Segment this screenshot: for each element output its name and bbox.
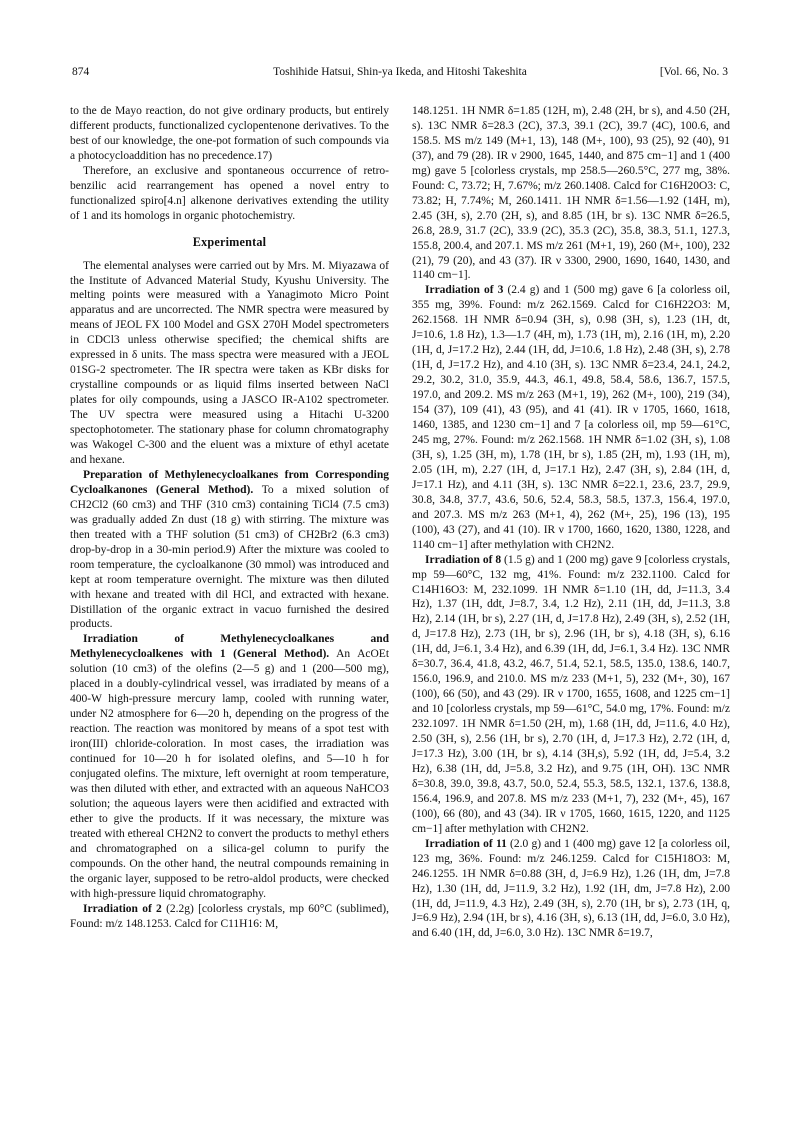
run-in-heading: Irradiation of 3 [425, 284, 504, 297]
section-heading-experimental: Experimental [192, 234, 267, 249]
paragraph-body: (2.0 g) and 1 (400 mg) gave 12 [a colorless oil, 123 mg, 36%. Found: m/z 246.1259. Calcd for C15H18O3: M, 246.1255. 1H NMR δ=0.88 (3H, d, J=6.9 Hz), 1.26 (1H, dm, J=7.8 Hz), 1.30 (1H, dd, J=11.9, 3.2 Hz), 1.92 (1H, dm, J=7.8 Hz), 2.00 (1H, dd, J=11.9, 4.3 Hz), 2.49 (3H, s), 2.70 (1H, br s), 2.73 (1H, q, J=6.9 Hz), 2.94 (1H, br s), 4.16 (3H, s), 6.13 (1H, dd, J=6.0, 3.0 Hz), and 6.40 (1H, dd, J=6.0, 3.0 Hz). 13C NMR δ=19.7, [412, 837, 731, 940]
running-authors: Toshihide Hatsui, Shin-ya Ikeda, and Hitoshi Takeshita [273, 66, 527, 78]
paragraph [70, 902, 389, 932]
paragraph-body: An AcOEt solution (10 cm3) of the olefins (2—5 g) and 1 (200—500 mg), placed in a doubly-cylindrical vessel, was irradiated by means of a 400-W high-pressure mercury lamp, cooled with running water, under N2 atmosphere for 6—20 h, depending on the progress of the reaction. The reaction was monitored by means of a spot test with iron(III) chloride-coloration. In most cases, the irradiation was continued for 10—20 h for isolated olefins, and 5—10 h for conjugated olefins. The mixture, left overnight at room temperature, was then diluted with ether, and extracted with an aqueous NaHCO3 solution; the aqueous layers were then acidified and extracted with ether to give the products. If it was necessary, the mixture was treated with ethereal CH2N2 to convert the products to methyl ethers and chromatographed on a silica-gel column to purify the compounds. On the other hand, the neutral compounds remaining in the organic layer, supposed to be retro-aldol products, were checked with high-pressure liquid chromatography. [70, 648, 390, 900]
left-column [70, 104, 389, 931]
paragraph: Therefore, an exclusive and spontaneous occurrence of retro-benzilic acid rearrangement has opened a novel entry to functionalized spiro[4.n] alkenone derivatives extending the utility of 1 and its homologs in organic photochemistry. [70, 164, 389, 222]
paragraph: The elemental analyses were carried out by Mrs. M. Miyazawa of the Institute of Advanced Material Study, Kyushu University. The melting points were measured with a Yanagimoto Micro Point apparatus and are uncorrected. The NMR spectra were measured by means of JEOL FX 100 Model and GSX 270H Model spectrometers in CDCl3 unless otherwise specified; the chemical shifts are expressed in δ units. The mass spectra were measured with a JEOL 01SG-2 spectrometer. The IR spectra were taken as KBr disks for crystalline compounds or as liquid films inserted between NaCl plates for oily compounds, using a JASCO IR-A102 spectrometer. The UV spectra were measured using a Hitachi U-3200 spectophotometer. The stationary phase for column chromatography was Wakogel C-300 and the eluent was a mixture of ethyl acetate and hexane. [70, 259, 389, 466]
paragraph [412, 837, 730, 942]
paragraph-body: (2.4 g) and 1 (500 mg) gave 6 [a colorless oil, 355 mg, 39%. Found: m/z 262.1569. Calcd for C16H22O3: M, 262.1568. 1H NMR δ=0.94 (3H, s), 0.98 (3H, s), 1.23 (1H, dt, J=10.6, 1.8 Hz), 1.3—1.7 (4H, m), 1.73 (1H, m), 2.16 (1H, m), 2.20 (1H, d, J=17.2 Hz), 2.44 (1H, dd, J=10.6, 1.8 Hz), 2.48 (3H, s), 2.78 (1H, d, J=17.2 Hz), and 4.10 (3H, s). 13C NMR δ=23.4, 24.1, 24.2, 29.2, 30.2, 31.0, 35.9, 44.3, 46.1, 49.8, 58.4, 58.6, 136.7, 157.5, 197.0, and 209.2. MS m/z 263 (M+1, 19), 262 (M+, 100), 219 (34), 154 (37), 109 (41), 43 (95), and 41 (41). IR ν 1705, 1660, 1618, 1460, 1385, and 1230 cm−1] and 7 [a colorless oil, mp 59—61°C, 245 mg, 27%. Found: m/z 262.1568. 1H NMR δ=1.02 (3H, s), 1.08 (3H, s), 1.25 (3H, m), 1.78 (1H, br s), 1.85 (2H, m), 1.93 (1H, m), 2.05 (1H, m), 2.27 (1H, d, J=17.1 Hz), 2.47 (3H, s), 2.84 (1H, d, J=17.1 Hz), and 4.11 (3H, s). 13C NMR δ=22.1, 23.6, 23.7, 29.9, 30.8, 34.8, 37.7, 43.6, 50.6, 52.4, 58.3, 58.5, 137.3, 156.4, 197.0, and 207.3. MS m/z 263 (M+1, 4), 262 (M+, 25), 196 (13), 195 (100), 43 (27), and 41 (10). IR ν 1700, 1660, 1620, 1380, 1228, and 1140 cm−1] after methylation with CH2N2. [412, 284, 731, 551]
paragraph [70, 468, 389, 632]
volume-issue: [Vol. 66, No. 3 [659, 66, 728, 78]
run-in-heading: Irradiation of 2 [83, 902, 162, 915]
paragraph-body: (1.5 g) and 1 (200 mg) gave 9 [colorless crystals, mp 59—60°C, 132 mg, 41%. Found: m/z 232.1100. Calcd for C14H16O3: M, 232.1099. 1H NMR δ=1.10 (1H, dd, J=11.3, 3.4 Hz), 1.37 (1H, ddt, J=8.7, 3.4, 1.2 Hz), 2.11 (1H, dd, J=11.3, 3.8 Hz), 2.14 (1H, br s), 2.27 (1H, d, J=17.8 Hz), 2.49 (3H, s), 2.52 (1H, d, J=17.8 Hz), 2.73 (1H, br s), 2.96 (1H, br s), 4.18 (3H, s), 6.16 (1H, dd, J=6.1, 3.4 Hz), and 6.39 (1H, dd, J=6.1, 3.4 Hz). 13C NMR δ=30.7, 36.4, 41.8, 43.2, 46.7, 51.4, 52.1, 58.5, 135.0, 138.6, 140.7, 156.0, 196.9, and 210.0. MS m/z 233 (M+1, 5), 232 (M+, 30), 167 (100), 66 (50), and 43 (29). IR ν 1700, 1655, 1608, and 1225 cm−1] and 10 [colorless crystals, mp 59—61°C, 54.0 mg, 17%. Found: m/z 232.1097. 1H NMR δ=1.50 (2H, m), 1.68 (1H, dd, J=11.6, 4.0 Hz), 2.50 (3H, s), 2.56 (1H, br s), 2.70 (1H, d, J=17.3 Hz), 2.72 (1H, d, J=17.3 Hz), 3.00 (1H, br s), 4.14 (3H,s), 5.92 (1H, dd, J=5.4, 3.2 Hz), 6.38 (1H, dd, J=5.8, 3.2 Hz), and 9.75 (1H, OH). 13C NMR δ=30.8, 39.0, 39.8, 43.7, 50.0, 52.4, 55.3, 58.5, 132.1, 137.6, 138.8, 156.4, 196.9, and 207.8. MS m/z 233 (M+1, 7), 232 (M+, 45), 167 (100), 66 (80), and 43 (34). IR ν 1705, 1660, 1615, 1220, and 1125 cm−1] after methylation with CH2N2. [412, 553, 730, 835]
paragraph: 148.1251. 1H NMR δ=1.85 (12H, m), 2.48 (2H, br s), and 4.50 (2H, s). 13C NMR δ=28.3 (2C), 37.3, 39.1 (2C), 39.7 (4C), 100.6, and 158.5. MS m/z 149 (M+1, 13), 148 (M+, 100), 93 (25), 92 (40), 91 (37), and 79 (28). IR ν 2900, 1645, 1440, and 875 cm−1] and 1 (400 mg) gave 5 [colorless crystals, mp 258.5—260.5°C, 277 mg, 38%. Found: C, 73.72; H, 7.67%; m/z 260.1408. Calcd for C16H20O3: C, 73.82; H, 7.74%; M, 260.1411. 1H NMR δ=1.56—1.92 (14H, m), 2.45 (3H, s), 2.70 (2H, s), and 8.85 (1H, br s). 13C NMR δ=26.5, 26.8, 28.9, 31.7 (2C), 33.9 (2C), 35.3 (2C), 35.8, 38.3, 51.1, 127.3, 155.8, 200.4, and 207.1. MS m/z 261 (M+1, 19), 260 (M+, 100), 232 (21), 79 (20), and 43 (37). IR ν 3300, 2900, 1690, 1640, 1430, and 1140 cm−1]. [412, 105, 730, 282]
paragraph: to the de Mayo reaction, do not give ordinary products, but entirely different products, functionalized cyclopentenone derivatives. To the best of our knowledge, the one-pot formation of such compounds via a photocycloaddition has no precedence.17) [70, 105, 389, 162]
running-header [72, 66, 728, 82]
run-in-heading: Irradiation of Methylenecycloalkanes and Methylenecycloalkenes with 1 (General Method). [70, 633, 389, 661]
right-column [412, 104, 730, 941]
page-number: 874 [72, 66, 90, 78]
paragraph-body: (2.2g) [colorless crystals, mp 60°C (sublimed), Found: m/z 148.1253. Calcd for C11H16: M, [70, 902, 390, 930]
paragraph [412, 553, 730, 837]
paragraph-body: To a mixed solution of CH2Cl2 (60 cm3) and THF (310 cm3) containing TiCl4 (7.5 cm3) was gradually added Zn dust (18 g) with stirring. The mixture was then treated with a THF solution (51 cm3) of CH2Br2 (6.3 cm3) drop-by-drop in a 30-min period.9) After the mixture was cooled to room temperature, the cycloalkanone (30 mmol) was introduced and kept at room temperature overnight. The mixture was then diluted with hexane and treated with dil HCl, and extracted with hexane. Distillation of the organic extract in vacuo furnished the desired products. [70, 483, 389, 631]
paragraph [412, 283, 730, 552]
run-in-heading: Irradiation of 11 [425, 837, 507, 850]
run-in-heading: Irradiation of 8 [425, 553, 502, 566]
paragraph [70, 632, 389, 901]
run-in-heading: Preparation of Methylenecycloalkanes from Corresponding Cycloalkanones (General Method). [70, 468, 389, 496]
